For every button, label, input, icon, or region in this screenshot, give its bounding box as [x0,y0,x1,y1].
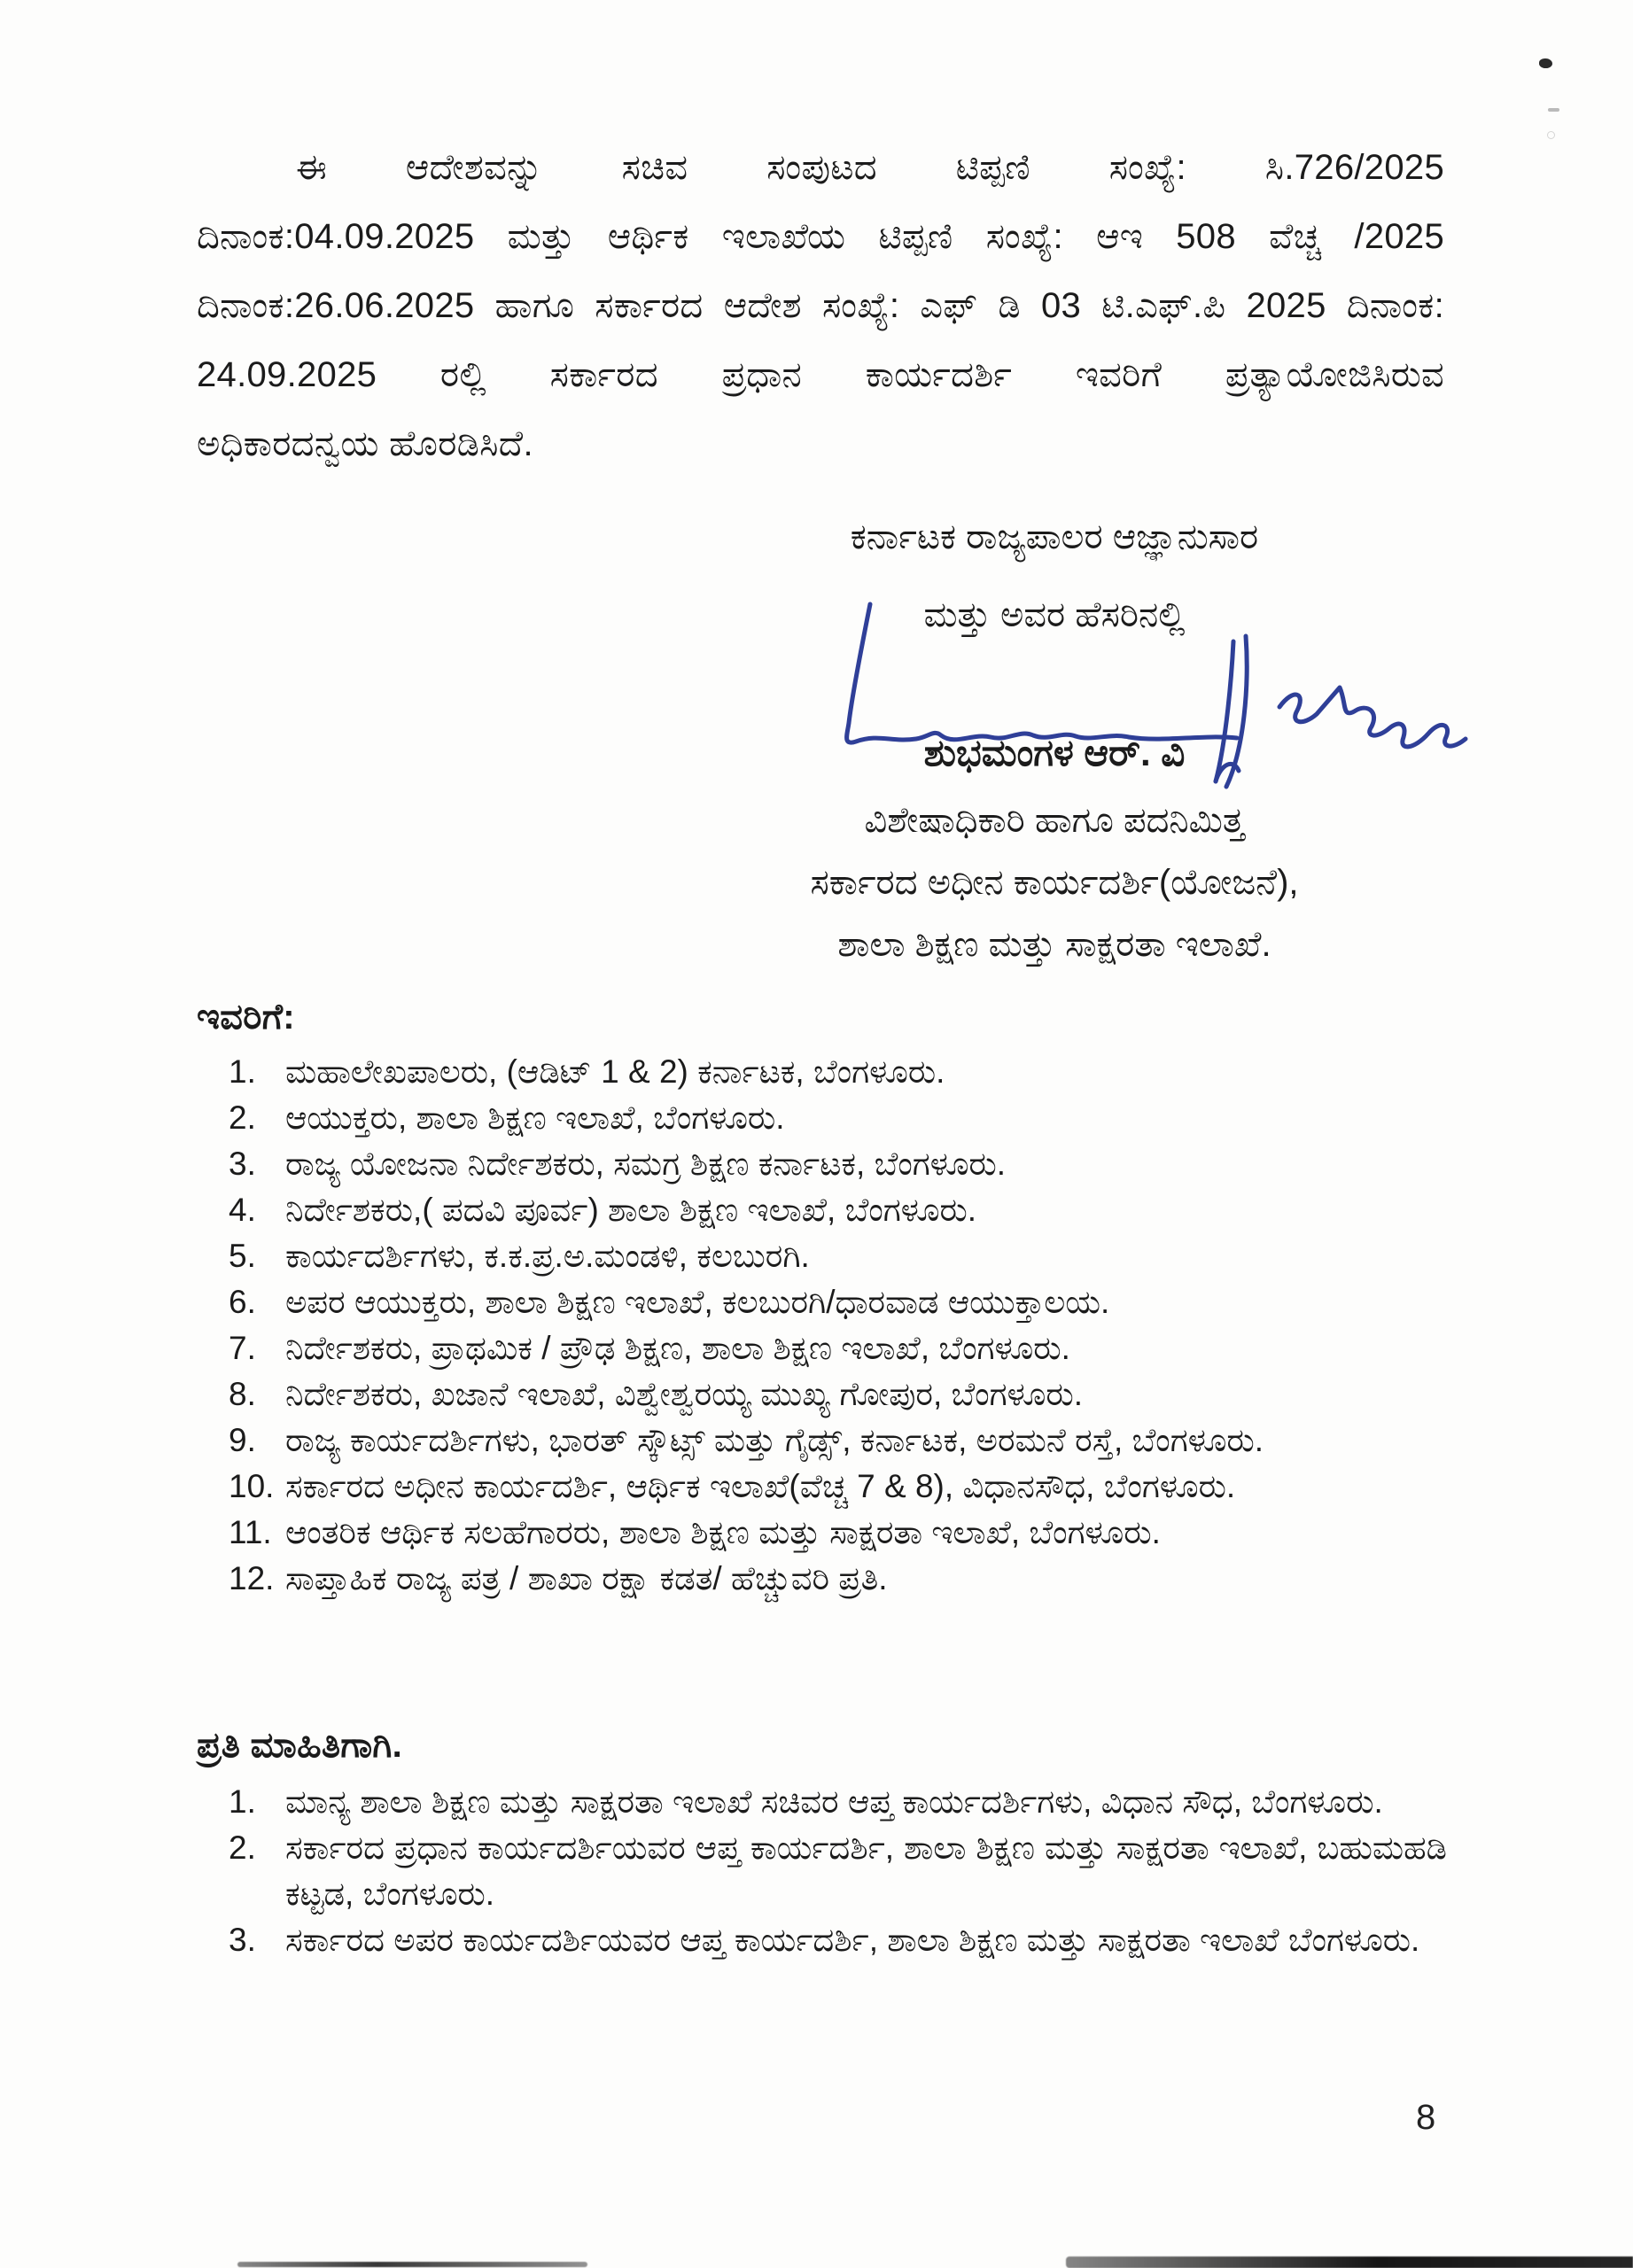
item-text: ಆಂತರಿಕ ಆರ್ಥಿಕ ಸಲಹೆಗಾರರು, ಶಾಲಾ ಶಿಕ್ಷಣ ಮತ್ತು ಸಾಕ್ಷರತಾ ಇಲಾಖೆ, ಬೆಂಗಳೂರು. [285,1514,1161,1550]
item-number: 11. [229,1514,272,1550]
item-number: 9. [229,1422,256,1458]
by-order-of-governor-line: ಕರ್ನಾಟಕ ರಾಜ್ಯಪಾಲರ ಆಜ್ಞಾನುಸಾರ [850,517,1259,556]
scan-speck [1548,108,1559,112]
list-item [229,1779,1447,1825]
list-item [229,1464,1447,1510]
item-text: ಮಹಾಲೇಖಪಾಲರು, (ಆಡಿಟ್ 1 & 2) ಕರ್ನಾಟಕ, ಬೆಂಗಳೂರು. [285,1053,945,1090]
list-item [229,1825,1447,1917]
recipients-heading: ಇವರಿಗೆ: [197,998,295,1037]
item-text: ಸರ್ಕಾರದ ಅಧೀನ ಕಾರ್ಯದರ್ಶಿ, ಆರ್ಥಿಕ ಇಲಾಖೆ(ವೆಚ್ಚ 7 & 8), ವಿಧಾನಸೌಧ, ಬೆಂಗಳೂರು. [285,1468,1236,1504]
item-number: 3. [229,1922,256,1958]
bottom-scan-bar-left [237,2262,587,2267]
item-text: ಮಾನ್ಯ ಶಾಲಾ ಶಿಕ್ಷಣ ಮತ್ತು ಸಾಕ್ಷರತಾ ಇಲಾಖೆ ಸಚಿವರ ಆಪ್ತ ಕಾರ್ಯದರ್ಶಿಗಳು, ವಿಧಾನ ಸೌಧ, ಬೆಂಗಳೂರು. [285,1783,1383,1820]
list-item [229,1141,1447,1187]
item-text: ನಿರ್ದೇಶಕರು,( ಪದವಿ ಪೂರ್ವ) ಶಾಲಾ ಶಿಕ್ಷಣ ಇಲಾಖೆ, ಬೆಂಗಳೂರು. [285,1192,977,1228]
order-issuance-paragraph [197,133,1444,478]
item-number: 6. [229,1284,256,1320]
item-text: ಕಾರ್ಯದರ್ಶಿಗಳು, ಕ.ಕ.ಪ್ರ.ಅ.ಮಂಡಳಿ, ಕಲಬುರಗಿ. [285,1238,810,1274]
bottom-scan-bar-right [1066,2256,1633,2268]
list-item [229,1556,1447,1602]
item-text: ಸರ್ಕಾರದ ಪ್ರಧಾನ ಕಾರ್ಯದರ್ಶಿಯವರ ಆಪ್ತ ಕಾರ್ಯದರ್ಶಿ, ಶಾಲಾ ಶಿಕ್ಷಣ ಮತ್ತು ಸಾಕ್ಷರತಾ ಇಲಾಖೆ, ಬಹುಮಹಡಿ ಕಟ್ಟಡ, ಬೆಂಗಳೂರು. [285,1829,1447,1912]
list-item [229,1279,1447,1325]
paragraph-line: ದಿನಾಂಕ:26.06.2025 ಹಾಗೂ ಸರ್ಕಾರದ ಆದೇಶ ಸಂಖ್ಯೆ: ಎಫ್ ಡಿ 03 ಟಿ.ಎಫ್.ಪಿ 2025 ದಿನಾಂಕ: [197,286,1444,325]
item-number: 10. [229,1468,275,1504]
list-item [229,1325,1447,1371]
list-item [229,1510,1447,1556]
designation-line-1: ವಿಶೇಷಾಧಿಕಾರಿ ಹಾಗೂ ಪದನಿಮಿತ್ತ [864,801,1245,840]
item-text: ನಿರ್ದೇಶಕರು, ಖಜಾನೆ ಇಲಾಖೆ, ವಿಶ್ವೇಶ್ವರಯ್ಯ ಮುಖ್ಯ ಗೋಪುರ, ಬೆಂಗಳೂರು. [285,1376,1083,1412]
signature-block [744,512,1365,982]
item-number: 5. [229,1238,256,1274]
item-number: 8. [229,1376,256,1412]
recipients-list [229,1049,1447,1602]
item-number: 4. [229,1192,256,1228]
list-item [229,1371,1447,1418]
list-item [229,1418,1447,1464]
item-text: ಸರ್ಕಾರದ ಅಪರ ಕಾರ್ಯದರ್ಶಿಯವರ ಆಪ್ತ ಕಾರ್ಯದರ್ಶಿ, ಶಾಲಾ ಶಿಕ್ಷಣ ಮತ್ತು ಸಾಕ್ಷರತಾ ಇಲಾಖೆ ಬೆಂಗಳೂರು. [285,1922,1420,1958]
item-number: 1. [229,1053,256,1090]
page-number: 8 [1416,2098,1436,2137]
in-their-name-line: ಮತ್ತು ಅವರ ಹೆಸರಿನಲ್ಲಿ [923,595,1186,634]
item-text: ಆಯುಕ್ತರು, ಶಾಲಾ ಶಿಕ್ಷಣ ಇಲಾಖೆ, ಬೆಂಗಳೂರು. [285,1099,785,1136]
item-number: 2. [229,1099,256,1136]
copies-heading: ಪ್ರತಿ ಮಾಹಿತಿಗಾಗಿ. [197,1726,403,1765]
list-item [229,1095,1447,1141]
designation-line-3: ಶಾಲಾ ಶಿಕ್ಷಣ ಮತ್ತು ಸಾಕ್ಷರತಾ ಇಲಾಖೆ. [837,925,1271,964]
paragraph-line: ಅಧಿಕಾರದನ್ವಯ ಹೊರಡಿಸಿದೆ. [197,424,533,463]
paragraph-line: ದಿನಾಂಕ:04.09.2025 ಮತ್ತು ಆರ್ಥಿಕ ಇಲಾಖೆಯ ಟಿಪ್ಪಣಿ ಸಂಖ್ಯೆ: ಆಇ 508 ವೆಚ್ಚ /2025 [197,217,1444,256]
list-item [229,1917,1447,1963]
item-text: ಸಾಪ್ತಾಹಿಕ ರಾಜ್ಯ ಪತ್ರ / ಶಾಖಾ ರಕ್ಷಾ ಕಡತ/ ಹೆಚ್ಚುವರಿ ಪ್ರತಿ. [285,1560,888,1596]
list-item [229,1233,1447,1279]
list-item [229,1187,1447,1233]
item-text: ರಾಜ್ಯ ಕಾರ್ಯದರ್ಶಿಗಳು, ಭಾರತ್ ಸ್ಕೌಟ್ಸ್ ಮತ್ತು ಗೈಡ್ಸ್, ಕರ್ನಾಟಕ, ಅರಮನೆ ರಸ್ತೆ, ಬೆಂಗಳೂರು. [285,1422,1264,1458]
item-text: ರಾಜ್ಯ ಯೋಜನಾ ನಿರ್ದೇಶಕರು, ಸಮಗ್ರ ಶಿಕ್ಷಣ ಕರ್ನಾಟಕ, ಬೆಂಗಳೂರು. [285,1146,1007,1182]
item-number: 7. [229,1330,256,1366]
item-number: 12. [229,1560,275,1596]
item-text: ಅಪರ ಆಯುಕ್ತರು, ಶಾಲಾ ಶಿಕ್ಷಣ ಇಲಾಖೆ, ಕಲಬುರಗಿ/ಧಾರವಾಡ ಆಯುಕ್ತಾಲಯ. [285,1284,1110,1320]
scan-speck [1547,131,1555,139]
copies-list [229,1779,1447,1963]
item-number: 3. [229,1146,256,1182]
designation-line-2: ಸರ್ಕಾರದ ಅಧೀನ ಕಾರ್ಯದರ್ಶಿ(ಯೋಜನೆ), [810,863,1299,902]
item-number: 2. [229,1829,256,1866]
list-item [229,1049,1447,1095]
item-text: ನಿರ್ದೇಶಕರು, ಪ್ರಾಥಮಿಕ / ಪ್ರೌಢ ಶಿಕ್ಷಣ, ಶಾಲಾ ಶಿಕ್ಷಣ ಇಲಾಖೆ, ಬೆಂಗಳೂರು. [285,1330,1070,1366]
paragraph-line: ಈ ಆದೇಶವನ್ನು ಸಚಿವ ಸಂಪುಟದ ಟಿಪ್ಪಣಿ ಸಂಖ್ಯೆ: ಸಿ.726/2025 [296,148,1444,187]
item-number: 1. [229,1783,256,1820]
scan-speck [1539,58,1552,68]
signatory-name: ಶುಭಮಂಗಳ ಆರ್. ವಿ [923,732,1186,773]
paragraph-line: 24.09.2025 ರಲ್ಲಿ ಸರ್ಕಾರದ ಪ್ರಧಾನ ಕಾರ್ಯದರ್ಶಿ ಇವರಿಗೆ ಪ್ರತ್ಯಾಯೋಜಿಸಿರುವ [197,355,1444,394]
